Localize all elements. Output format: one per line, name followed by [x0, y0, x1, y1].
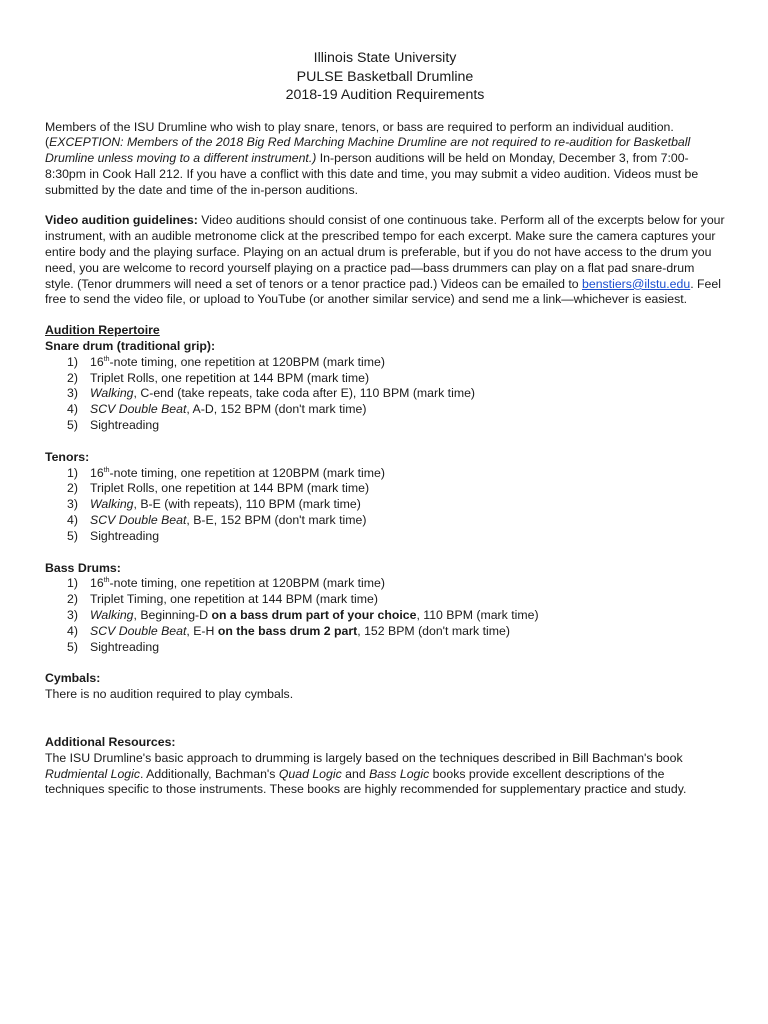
- list-item: [45, 371, 725, 387]
- video-guidelines-heading: Video audition guidelines:: [45, 213, 198, 228]
- piece-title: Walking: [90, 608, 134, 623]
- video-guidelines-text-1: Video auditions should consist of one continuous take. Perform all of the excerpts below for your instrument, with an audible metronome click at the prescribed tempo for each excerpt. Make sure the camera captures your entire body and the playing surface. Playing on an actual drum is preferable, but if you do not have access to the drum you need, you are welcome to record yourself playing on a practice pad—bass drummers can play on a flat pad snare-drum style. (Tenor drummers will need a set of tenors or a tenor practice pad.) Videos can be emailed to: [45, 213, 725, 291]
- list-number: 4): [67, 623, 78, 638]
- resources-text: The ISU Drumline's basic approach to drumming is largely based on the techniques described in Bill Bachman's book: [45, 750, 683, 765]
- repertoire-heading: Audition Repertoire: [45, 323, 160, 338]
- list-number: 5): [67, 639, 78, 654]
- intro-text-2: In-person auditions will be held on Monday, December 3, from 7:00-8:30pm in Cook Hall 212. If you have a conflict with this date and time, you may submit a video audition. Videos must be submitted by the date and time of the in-person auditions.: [45, 151, 699, 197]
- intro-paragraph: [45, 120, 725, 199]
- item-text: 16: [90, 576, 104, 591]
- list-number: 5): [67, 418, 78, 433]
- piece-title: SCV Double Beat: [90, 513, 187, 528]
- list-number: 1): [67, 576, 78, 591]
- list-number: 2): [67, 481, 78, 496]
- list-item: [45, 386, 725, 402]
- list-item: [45, 592, 725, 608]
- list-item: [45, 355, 725, 371]
- tenors-section: [45, 450, 725, 545]
- list-number: 3): [67, 497, 78, 512]
- video-guidelines-text-2: . Feel free to send the video file, or upload to YouTube (or another similar service) and send me a link—whichever is easiest.: [45, 276, 721, 307]
- list-item: [45, 466, 725, 482]
- cymbals-heading: Cymbals:: [45, 671, 101, 686]
- item-text: , E-H: [186, 623, 218, 638]
- list-item: [45, 624, 725, 640]
- item-text: , A-D, 152 BPM (don't mark time): [186, 402, 367, 417]
- item-text: Sightreading: [90, 639, 160, 654]
- item-text: -note timing, one repetition at 120BPM (mark time): [109, 576, 385, 591]
- book-title: Rudmiental Logic: [45, 766, 141, 781]
- item-text: , 110 BPM (mark time): [416, 608, 539, 623]
- item-text: , C-end (take repeats, take coda after E), 110 BPM (mark time): [133, 386, 476, 401]
- superscript: th: [103, 355, 110, 363]
- list-number: 5): [67, 528, 78, 543]
- list-item: [45, 576, 725, 592]
- snare-section: [45, 323, 725, 434]
- piece-title: SCV Double Beat: [90, 623, 187, 638]
- list-item: [45, 402, 725, 418]
- bass-heading: Bass Drums:: [45, 560, 121, 575]
- document-title: [45, 49, 725, 105]
- list-number: 2): [67, 370, 78, 385]
- superscript: th: [103, 577, 110, 585]
- piece-title: Walking: [90, 386, 134, 401]
- title-university: Illinois State University: [313, 50, 457, 66]
- item-text: -note timing, one repetition at 120BPM (mark time): [109, 465, 385, 480]
- resources-heading: Additional Resources:: [45, 735, 176, 749]
- piece-title: SCV Double Beat: [90, 402, 187, 417]
- item-text: -note timing, one repetition at 120BPM (mark time): [109, 354, 385, 369]
- item-text: Triplet Timing, one repetition at 144 BPM (mark time): [90, 592, 378, 607]
- email-link[interactable]: benstiers@ilstu.edu: [582, 276, 691, 291]
- intro-text-1: Members of the ISU Drumline who wish to play snare, tenors, or bass are required to perform an individual audition. (: [45, 119, 674, 150]
- book-title: Quad Logic: [278, 766, 342, 781]
- bass-section: [45, 561, 725, 656]
- spacer: [45, 719, 725, 735]
- snare-list: [45, 355, 725, 434]
- title-ensemble: PULSE Basketball Drumline: [296, 68, 474, 85]
- tenors-heading: Tenors:: [45, 449, 90, 464]
- list-item: [45, 608, 725, 624]
- piece-title: Walking: [90, 497, 134, 512]
- item-text: , 152 BPM (don't mark time): [357, 623, 510, 638]
- cymbals-section: [45, 671, 725, 703]
- resources-paragraph: [45, 751, 725, 798]
- item-text: 16: [90, 465, 104, 480]
- item-text: Sightreading: [90, 418, 160, 433]
- list-item: [45, 481, 725, 497]
- bass-list: [45, 576, 725, 655]
- cymbals-text: There is no audition required to play cymbals.: [45, 687, 294, 702]
- item-text: Triplet Rolls, one repetition at 144 BPM (mark time): [90, 481, 370, 496]
- item-text: 16: [90, 354, 104, 369]
- list-item: [45, 513, 725, 529]
- title-requirements: 2018-19 Audition Requirements: [285, 87, 485, 103]
- list-number: 4): [67, 402, 78, 417]
- item-text: , B-E, 152 BPM (don't mark time): [186, 513, 367, 528]
- snare-heading: Snare drum (traditional grip):: [45, 339, 216, 354]
- book-title: Bass Logic: [369, 766, 430, 781]
- list-number: 2): [67, 592, 78, 607]
- list-item: [45, 529, 725, 545]
- video-guidelines-paragraph: [45, 213, 725, 308]
- bold-instruction: on the bass drum 2 part: [217, 623, 358, 638]
- item-text: Sightreading: [90, 528, 160, 543]
- list-item: [45, 497, 725, 513]
- tenors-list: [45, 466, 725, 545]
- list-item: [45, 640, 725, 656]
- list-number: 4): [67, 513, 78, 528]
- list-number: 1): [67, 354, 78, 369]
- bold-instruction: on a bass drum part of your choice: [211, 608, 417, 623]
- resources-section: [45, 735, 725, 798]
- list-number: 1): [67, 465, 78, 480]
- list-item: [45, 418, 725, 434]
- intro-exception: EXCEPTION: Members of the 2018 Big Red Marching Machine Drumline are not required to re-audition for Basketball Drumline unless moving to a different instrument.): [45, 135, 691, 166]
- item-text: , B-E (with repeats), 110 BPM (mark time): [133, 497, 361, 512]
- list-number: 3): [67, 386, 78, 401]
- item-text: , Beginning-D: [133, 608, 212, 623]
- resources-text: . Additionally, Bachman's: [140, 766, 279, 781]
- document-body: [45, 49, 725, 814]
- resources-text: books provide excellent descriptions of the techniques specific to those instruments. These books are highly recommended for supplementary practice and study.: [45, 766, 687, 797]
- superscript: th: [103, 466, 110, 474]
- list-number: 3): [67, 608, 78, 623]
- resources-text: and: [341, 766, 370, 781]
- item-text: Triplet Rolls, one repetition at 144 BPM (mark time): [90, 370, 370, 385]
